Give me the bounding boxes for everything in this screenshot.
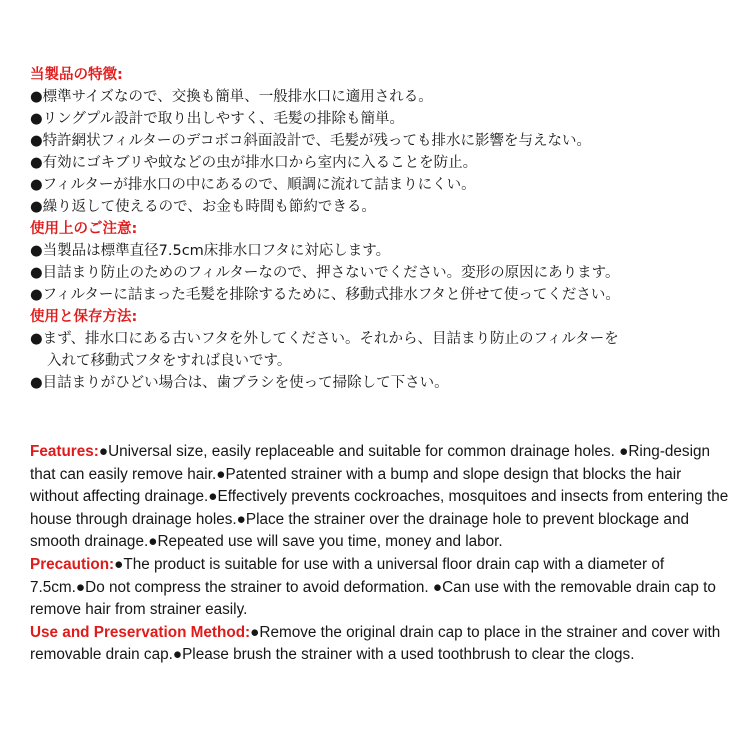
en-section-heading: Use and Preservation Method:	[30, 623, 251, 641]
jp-item-text: ●目詰まりがひどい場合は、歯ブラシを使って掃除して下さい。	[30, 375, 449, 391]
en-section-heading: Precaution:	[30, 555, 115, 573]
jp-item-text: ●フィルターに詰まった毛髪を排除するために、移動式排水フタと併せて使ってください。	[30, 287, 620, 303]
en-section-text: ●The product is suitable for use with a universal floor drain cap with a diameter of 7.5cm.●Do not compress the strainer to avoid deformation. ●Can use with the removable drain cap to remove hair from strainer easily.	[30, 555, 716, 619]
jp-item-text: ●特許網状フィルターのデコボコ斜面設計で、毛髪が残っても排水に影響を与えない。	[30, 133, 592, 149]
en-section-heading: Features:	[30, 443, 99, 460]
jp-list-item	[30, 372, 730, 394]
en-section-text: ●Remove the original drain cap to place in the strainer and cover with removable drain cap.●Please brush the strainer with a used toothbrush to clear the clogs.	[30, 623, 721, 664]
jp-item-text: ●標準サイズなので、交換も簡単、一般排水口に適用される。	[30, 89, 433, 105]
jp-list-item	[30, 130, 730, 152]
jp-item-text: ●リングプル設計で取り出しやすく、毛髪の排除も簡単。	[30, 111, 404, 127]
jp-list-item	[30, 262, 730, 284]
jp-list-item	[30, 196, 730, 218]
jp-list-item	[30, 108, 730, 130]
english-description	[30, 441, 730, 667]
jp-list-item	[30, 86, 730, 108]
english-paragraph	[30, 441, 730, 667]
jp-item-text: ●フィルターが排水口の中にあるので、順調に流れて詰まりにくい。	[30, 177, 476, 193]
jp-list-item	[30, 284, 730, 306]
jp-list-item	[30, 174, 730, 196]
jp-section-heading: 使用と保存方法:	[30, 309, 138, 325]
jp-list-item	[30, 152, 730, 174]
jp-item-text: ●目詰まり防止のためのフィルターなので、押さないでください。変形の原因にあります。	[30, 265, 620, 281]
jp-section-heading: 使用上のご注意:	[30, 221, 138, 237]
jp-item-text: ●有効にゴキブリや蚊などの虫が排水口から室内に入ることを防止。	[30, 155, 478, 171]
en-section-text: ●Universal size, easily replaceable and suitable for common drainage holes. ●Ring-design that can easily remove hair.●Patented strainer with a bump and slope design that blocks the hair without affecting drainage.●Effectively prevents cockroaches, mosquitoes and insects from entering the house through drainage holes.●Place the strainer over the drainage hole to prevent blockage and smooth drainage.●Repeated use will save you time, money and labor.	[30, 443, 729, 551]
jp-item-text: ●当製品は標準直径7.5cm床排水口フタに対応します。	[30, 243, 391, 259]
japanese-description	[30, 64, 730, 394]
jp-item-continuation: 入れて移動式フタをすれば良いです。	[47, 353, 292, 369]
jp-list-item	[30, 328, 730, 372]
jp-item-text: ●繰り返して使えるので、お金も時間も節約できる。	[30, 199, 376, 215]
jp-section-heading: 当製品の特徴:	[30, 67, 123, 83]
jp-item-text: ●まず、排水口にある古いフタを外してください。それから、目詰まり防止のフィルターを	[30, 331, 619, 347]
jp-list-item	[30, 240, 730, 262]
